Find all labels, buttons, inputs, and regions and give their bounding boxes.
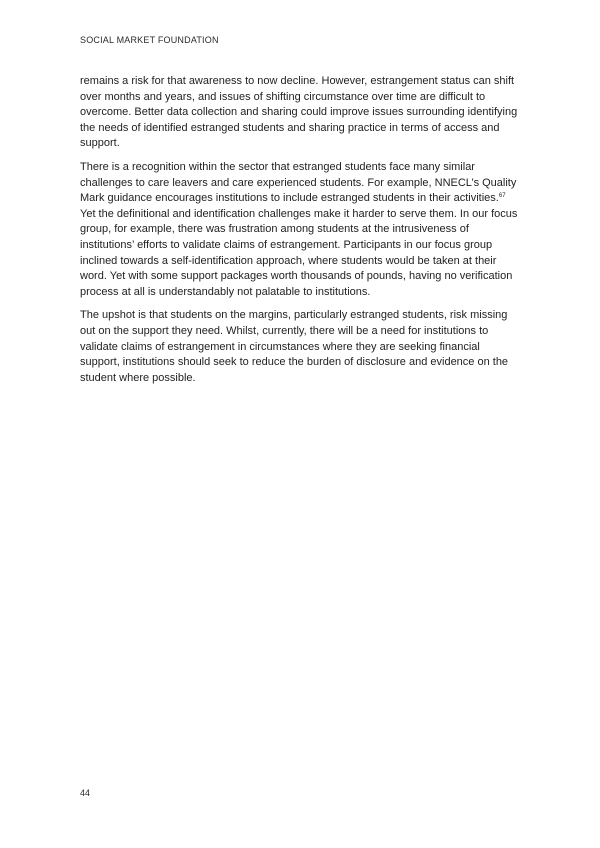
paragraph [80, 160, 520, 300]
page-number: 44 [80, 788, 91, 798]
running-header: SOCIAL MARKET FOUNDATION [80, 35, 219, 45]
paragraph-text: There is a recognition within the sector that estranged students face many similar challenges to care leavers and care experienced students. For example, NNECL’s Quality Mark guidance encourages institutions to include estranged students in their activities. [80, 160, 517, 205]
paragraph: The upshot is that students on the margins, particularly estranged students, risk missing out on the support they need. Whilst, currently, there will be a need for institutions to validate claims of estrangement in circumstances where they are seeking financial support, institutions should seek to reduce the burden of disclosure and evidence on the student where possible. [80, 309, 509, 384]
paragraph-text: Yet the definitional and identification challenges make it harder to serve them. In our focus group, for example, there was frustration among students at the intrusiveness of institutions’ efforts to validate claims of estrangement. Participants in our focus group inclined towards a self-identification approach, where students would be taken at their word. Yet with some support packages worth thousands of pounds, having no verification process at all is understandably not palatable to institutions. [80, 207, 518, 298]
footnote-reference[interactable]: 67 [498, 193, 506, 200]
body-text [80, 74, 520, 394]
paragraph: remains a risk for that awareness to now decline. However, estrangement status can shift over months and years, and issues of shifting circumstance over time are difficult to overcome. Better data collection and sharing could improve issues surrounding identifying the needs of identified estranged students and sharing practice in terms of access and support. [80, 75, 518, 150]
